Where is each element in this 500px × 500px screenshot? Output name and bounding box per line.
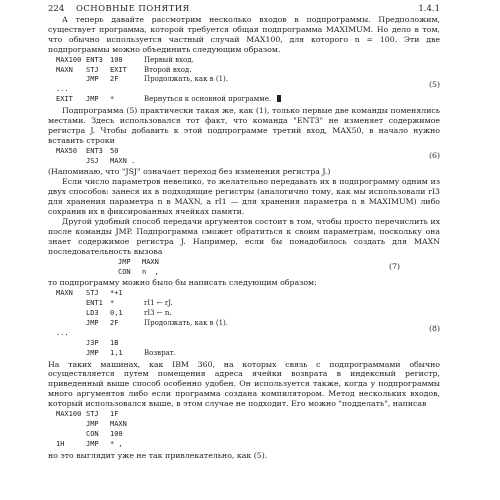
code-opcode: JMP [86,95,99,104]
paragraph: На таких машинах, как IBM 360, на которых связь с подпрограммами обычно осуществляется путем помещения адреса ячейки возврата в индексный регистр, приведенный выше способ особенно удобен. Он используется также, когда у подпрограммы много аргументов либо если программа создана компилятором. Метод нескольких входов, который использовался выше, в этом случае не подходит. Его можно "подделать", написав [48,359,440,409]
code-opcode: STJ [86,410,99,419]
code-argument: *+1 [110,289,123,298]
code-argument: MAXN [142,257,159,266]
code-opcode: STJ [86,65,99,74]
code-opcode: JMP [86,75,99,84]
code-opcode: CON [86,429,99,438]
code-argument: EXIT [110,65,127,74]
code-argument: 100 [110,55,123,64]
equation-number: (6) [428,150,440,160]
code-line [56,95,440,105]
code-line [56,440,440,450]
page-number: 224 [48,4,65,14]
code-comment: Продолжать, как в (1). [144,319,228,327]
paragraph: Если число параметров невелико, то желательно передавать их в подпрограмму одним из двух способов: занеся их в подходящие регистры (аналогично тому, как мы использовали rI3 для хранения параметра n в MAXN, а rI1 — для хранения параметра n в MAXIMUM) либо сохранив их в фиксированных ячейках памяти. [48,177,440,217]
code-argument: 50 [110,146,119,155]
code-argument: 100 [110,429,123,438]
code-line [56,430,440,440]
code-comment: Первый вход. [144,55,194,64]
code-line [56,75,440,85]
code-label: MAX50 [56,146,78,155]
code-line [56,289,440,299]
paragraph: Подпрограмма (5) практически такая же, как (1), только первые две команды поменялись местами. Здесь использовался тот факт, что команда "ENT3" не изменяет содержимое регистра J. Чтобы добавить к этой подпрограмме третий вход, MAX50, в начало нужно вставить строки [48,106,440,145]
code-opcode: JMP [118,257,131,266]
code-opcode: JSJ [86,156,99,165]
code-argument: 1,1 [110,348,123,357]
code-line [56,157,440,167]
code-argument: 0,1 [110,309,123,318]
chapter-title: ОСНОВНЫЕ ПОНЯТИЯ [76,4,190,14]
code-label: ... [56,328,69,337]
code-label: MAXN [56,289,73,298]
code-opcode: JMP [86,348,99,357]
code-opcode: JMP [86,419,99,428]
paragraph: то подпрограмму можно было бы написать следующим образом: [48,278,317,288]
code-label: EXIT [56,95,73,104]
code-listing-8 [56,289,440,358]
code-line [56,85,440,95]
code-listing-7 [88,258,440,278]
code-comment: rI1 ← rJ. [144,299,173,308]
equation-number: (5) [428,80,440,90]
section-number: 1.4.1 [418,4,440,14]
code-comment: Продолжать, как в (1). [144,75,228,84]
code-label: MAX100 [56,410,82,419]
code-opcode: STJ [86,289,99,298]
code-argument: 2F [110,75,119,84]
code-label: MAX100 [56,55,82,64]
code-label: MAXN [56,65,73,74]
code-label: ... [56,85,69,94]
running-header [48,3,440,15]
code-line [56,66,440,76]
paragraph: Другой удобный способ передачи аргументов состоит в том, чтобы просто перечислить их после команды JMP. Подпрограмма сможет обратиться к своим параметрам, поскольку она знает содержимое регистра J. Например, если бы понадобилось создать для MAXN последовательность вызова [48,217,440,256]
code-argument: 2F [110,319,119,327]
code-opcode: CON [118,267,131,276]
code-comment: rI3 ← n. [144,309,172,318]
code-opcode: JMP [86,319,99,327]
code-label: 1H [56,439,65,448]
code-listing-6 [56,147,440,167]
code-line [56,319,440,329]
code-opcode: ENT3 [86,55,103,64]
code-argument: * [110,299,115,308]
code-line [56,56,440,66]
paragraph: но это выглядит уже не так привлекательно, как (5). [48,450,268,460]
code-argument: MAXN . [110,156,136,165]
code-opcode: J3P [86,338,99,347]
code-comment: Возврат. [144,348,176,357]
code-opcode: ENT1 [86,299,103,308]
paragraph: (Напоминаю, что "JSJ" означает переход без изменения регистра J.) [48,167,331,177]
code-line [56,147,440,157]
code-line [88,268,440,278]
code-argument: * [110,95,115,104]
code-line [56,329,440,339]
code-argument: n , [142,267,159,276]
code-line [56,299,440,309]
code-opcode: ENT3 [86,146,103,155]
code-line [56,309,440,319]
code-line [56,349,440,359]
code-listing-fake [56,410,440,450]
code-argument: * , [110,439,123,448]
equation-number: (7) [388,261,400,271]
code-opcode: LD3 [86,309,99,318]
code-line [56,410,440,420]
paragraph: А теперь давайте рассмотрим несколько входов в подпрограммы. Предположим, существует программа, которой требуется общая подпрограмма MAXIMUM. Но дело в том, что обычно используется частный случай MAX100, для которого n = 100. Эти две подпрограммы можно объединить следующим образом. [48,15,440,54]
page-body [48,15,440,461]
code-comment: Вернуться к основной программе. [144,95,272,104]
code-line [88,258,440,268]
code-comment: Второй вход. [144,65,192,74]
equation-number: (8) [428,324,440,334]
code-line [56,420,440,430]
code-argument: MAXN [110,419,127,428]
book-page [48,0,440,500]
end-of-proof-mark [277,95,281,102]
code-line [56,339,440,349]
code-listing-5 [56,56,440,105]
code-argument: 1F [110,410,119,419]
code-argument: 1B [110,338,119,347]
code-opcode: JMP [86,439,99,448]
